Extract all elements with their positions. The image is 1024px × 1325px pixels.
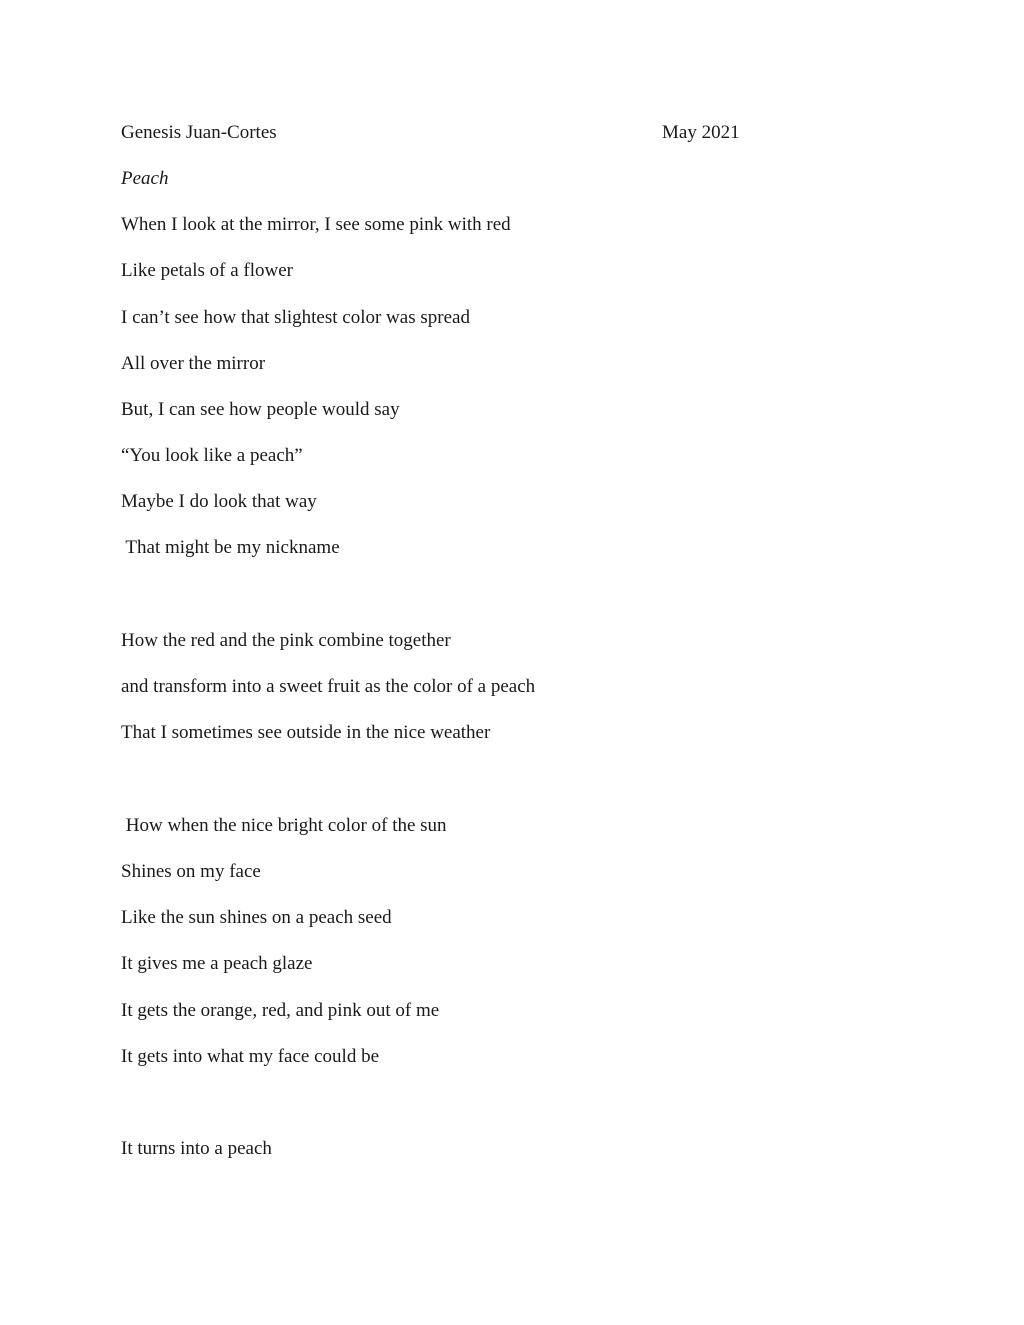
poem-line: Like the sun shines on a peach seed [121,907,392,928]
poem-line: It gets the orange, red, and pink out of me [121,1000,440,1021]
poem-line: Maybe I do look that way [121,491,317,512]
poem-line: That might be my nickname [121,537,340,558]
poem-title: Peach [121,168,169,189]
author-name: Genesis Juan-Cortes [121,122,277,143]
poem-line: “You look like a peach” [121,445,303,466]
poem-line: It gives me a peach glaze [121,953,313,974]
date: May 2021 [662,122,740,143]
poem-line: That I sometimes see outside in the nice weather [121,722,491,743]
poem-line: I can’t see how that slightest color was spread [121,307,470,328]
poem-line: All over the mirror [121,353,266,374]
poem-line: But, I can see how people would say [121,399,400,420]
poem-line: and transform into a sweet fruit as the color of a peach [121,676,536,697]
poem-line: It gets into what my face could be [121,1046,380,1067]
poem-line: When I look at the mirror, I see some pink with red [121,214,511,235]
poem-line: It turns into a peach [121,1138,272,1159]
poem-line: How the red and the pink combine together [121,630,451,651]
poem-line: Like petals of a flower [121,260,293,281]
poem-line: How when the nice bright color of the sun [121,815,447,836]
poem-line: Shines on my face [121,861,261,882]
